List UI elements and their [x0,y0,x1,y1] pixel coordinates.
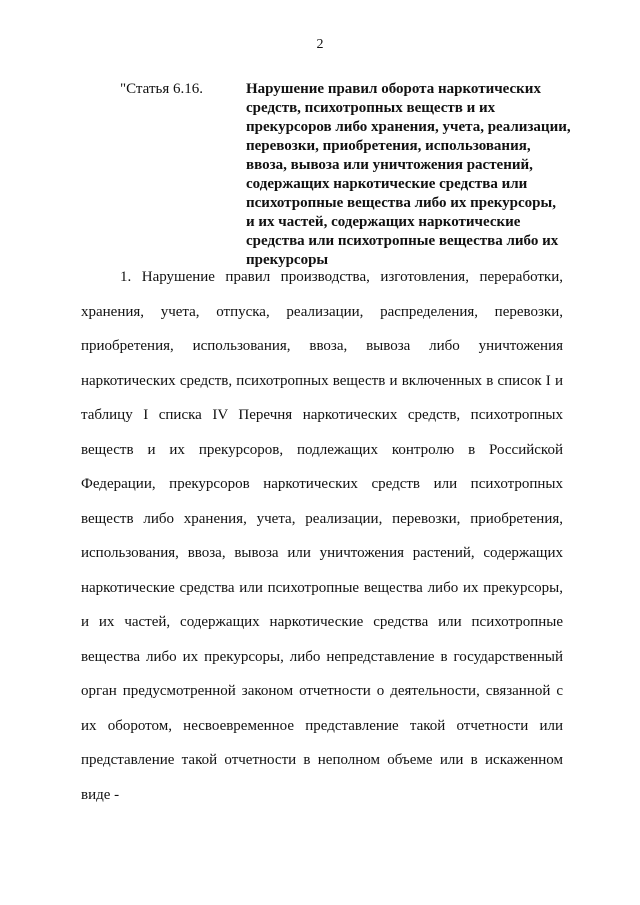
article-title-line: Нарушение правил оборота наркотических [246,81,541,97]
article-number: "Статья 6.16. [120,81,203,97]
article-title-line: средства или психотропные вещества либо их [246,233,559,249]
paragraph-line: Федерации, прекурсоров наркотических средств или психотропных [81,476,563,492]
page-number: 2 [316,37,324,52]
paragraph-line: таблицу I списка IV Перечня наркотических средств, психотропных [81,407,563,423]
article-title-line: ввоза, вывоза или уничтожения растений, [246,157,533,173]
paragraph-line: использования, ввоза, вывоза или уничтожения растений, содержащих [81,545,563,561]
article-title-line: и их частей, содержащих наркотические [246,214,521,230]
article-heading [120,80,580,270]
article-title-line: прекурсоров либо хранения, учета, реализации, [246,119,571,135]
article-title-line: перевозки, приобретения, использования, [246,138,531,154]
article-title-line: содержащих наркотические средства или [246,176,528,192]
paragraph-line: хранения, учета, отпуска, реализации, распределения, перевозки, [81,303,563,320]
paragraph-line: приобретения, использования, ввоза, вывоза либо уничтожения [81,338,563,354]
paragraph-line: их оборотом, несвоевременное представление такой отчетности или [81,717,563,734]
article-title-line: психотропные вещества либо их прекурсоры, [246,195,556,211]
article-title-line: прекурсоры [246,252,329,268]
paragraph-line: орган предусмотренной законом отчетности о деятельности, связанной с [81,683,563,699]
article-title-line: средств, психотропных веществ и их [246,100,496,116]
article-paragraph [81,260,563,812]
paragraph-line: представление такой отчетности в неполном объеме или в искаженном [81,752,563,768]
paragraph-line: 1. Нарушение правил производства, изготовления, переработки, [120,269,563,285]
paragraph-line: наркотические средства или психотропные вещества либо их прекурсоры, [81,579,563,596]
paragraph-line: наркотических средств, психотропных веществ и включенных в список I и [81,372,563,389]
paragraph-line: веществ либо хранения, учета, реализации, перевозки, приобретения, [81,510,563,527]
paragraph-line: виде - [81,786,120,803]
article-title [246,80,580,270]
paragraph-line: вещества либо их прекурсоры, либо непредставление в государственный [81,648,563,665]
paragraph-line: и их частей, содержащих наркотические средства или психотропные [81,614,563,630]
paragraph-line: веществ и их прекурсоров, подлежащих контролю в Российской [81,441,563,458]
